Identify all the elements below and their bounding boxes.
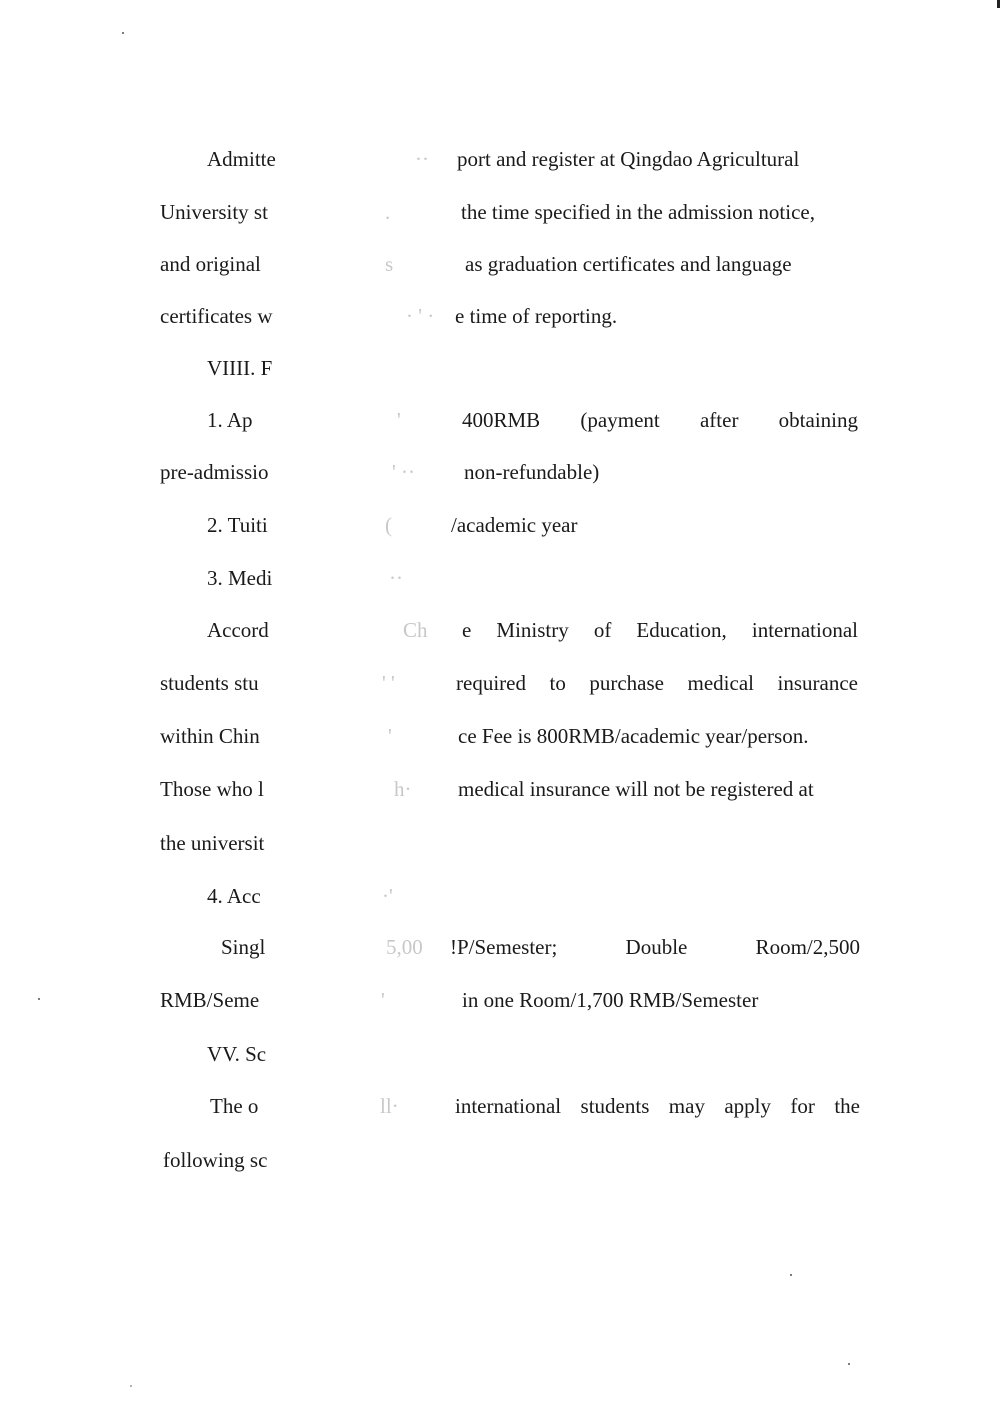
text-line-7 bbox=[160, 458, 860, 486]
line-12-left: within Chin bbox=[160, 724, 260, 748]
line-12-middle: ' bbox=[388, 724, 392, 748]
line-1-right: port and register at Qingdao Agricultural bbox=[457, 147, 800, 171]
line-19-middle: ll· bbox=[380, 1094, 399, 1118]
text-line-20 bbox=[163, 1146, 863, 1174]
text-line-14 bbox=[160, 829, 860, 857]
line-10-left: Accord bbox=[207, 618, 269, 642]
line-11-right: required to purchase medical insurance bbox=[456, 671, 858, 695]
line-13-middle: h· bbox=[394, 777, 412, 801]
text-line-4 bbox=[160, 302, 860, 330]
line-6-right: 400RMB (payment after obtaining bbox=[462, 408, 858, 432]
line-5-left: VIIII. F bbox=[207, 356, 273, 380]
text-line-1 bbox=[207, 145, 860, 173]
scan-speck bbox=[122, 32, 124, 34]
line-7-right: non-refundable) bbox=[464, 460, 600, 484]
line-2-middle: . bbox=[385, 200, 391, 224]
line-15-middle: ·' bbox=[382, 884, 393, 908]
line-16-middle: 5,00 bbox=[386, 935, 423, 959]
line-11-middle: ' ' bbox=[382, 671, 395, 695]
text-line-11 bbox=[160, 669, 860, 697]
section-heading-accommodation bbox=[207, 882, 860, 910]
line-12-right: ce Fee is 800RMB/academic year/person. bbox=[458, 724, 809, 748]
line-13-right: medical insurance will not be registered at bbox=[458, 777, 814, 801]
line-6-middle: ' bbox=[397, 408, 401, 432]
line-17-left: RMB/Seme bbox=[160, 988, 260, 1012]
line-13-left: Those who l bbox=[160, 777, 264, 801]
line-9-left: 3. Medi bbox=[207, 566, 273, 590]
text-line-13 bbox=[160, 775, 860, 803]
text-line-16 bbox=[221, 933, 860, 961]
line-20-left: following sc bbox=[163, 1148, 268, 1172]
text-line-3 bbox=[160, 250, 860, 278]
line-10-right: e Ministry of Education, international bbox=[462, 618, 858, 642]
scan-speck bbox=[790, 1274, 792, 1276]
section-heading-fees bbox=[207, 354, 860, 382]
line-17-middle: ' bbox=[381, 988, 385, 1012]
line-11-left: students stu bbox=[160, 671, 259, 695]
scan-speck bbox=[38, 998, 40, 1000]
text-line-10 bbox=[207, 616, 860, 644]
line-4-right: e time of reporting. bbox=[455, 304, 618, 328]
line-16-left: Singl bbox=[221, 935, 266, 959]
line-18-left: VV. Sc bbox=[207, 1042, 267, 1066]
line-17-right: in one Room/1,700 RMB/Semester bbox=[462, 988, 759, 1012]
line-8-middle: ( bbox=[385, 513, 392, 537]
text-line-6 bbox=[207, 406, 860, 434]
line-3-right: as graduation certificates and language bbox=[465, 252, 792, 276]
line-4-left: certificates w bbox=[160, 304, 273, 328]
scan-speck bbox=[848, 1363, 850, 1365]
line-16-right: !P/Semester; Double Room/2,500 bbox=[450, 935, 860, 959]
line-1-middle: ·· bbox=[415, 147, 429, 171]
line-2-right: the time specified in the admission notice, bbox=[461, 200, 815, 224]
line-10-middle: Ch bbox=[403, 618, 428, 642]
text-line-12 bbox=[160, 722, 860, 750]
text-line-19 bbox=[210, 1092, 860, 1120]
line-9-middle: ·· bbox=[389, 566, 403, 590]
line-3-left: and original bbox=[160, 252, 261, 276]
section-heading-scholarships bbox=[207, 1040, 860, 1068]
line-4-middle: · ' · bbox=[406, 304, 435, 328]
line-6-left: 1. Ap bbox=[207, 408, 253, 432]
text-line-9 bbox=[207, 564, 860, 592]
line-19-left: The o bbox=[210, 1094, 259, 1118]
line-8-right: /academic year bbox=[451, 513, 578, 537]
text-line-2 bbox=[160, 198, 860, 226]
line-8-left: 2. Tuiti bbox=[207, 513, 268, 537]
scan-speck bbox=[130, 1385, 132, 1387]
line-7-middle: ' ·· bbox=[392, 460, 416, 484]
line-14-left: the universit bbox=[160, 831, 265, 855]
text-line-17 bbox=[160, 986, 860, 1014]
line-2-left: University st bbox=[160, 200, 268, 224]
text-line-8 bbox=[207, 511, 860, 539]
line-1-left: Admitte bbox=[207, 147, 276, 171]
line-3-middle: s bbox=[385, 252, 394, 276]
line-7-left: pre-admissio bbox=[160, 460, 269, 484]
line-19-right: international students may apply for the bbox=[455, 1094, 860, 1118]
line-15-left: 4. Acc bbox=[207, 884, 261, 908]
